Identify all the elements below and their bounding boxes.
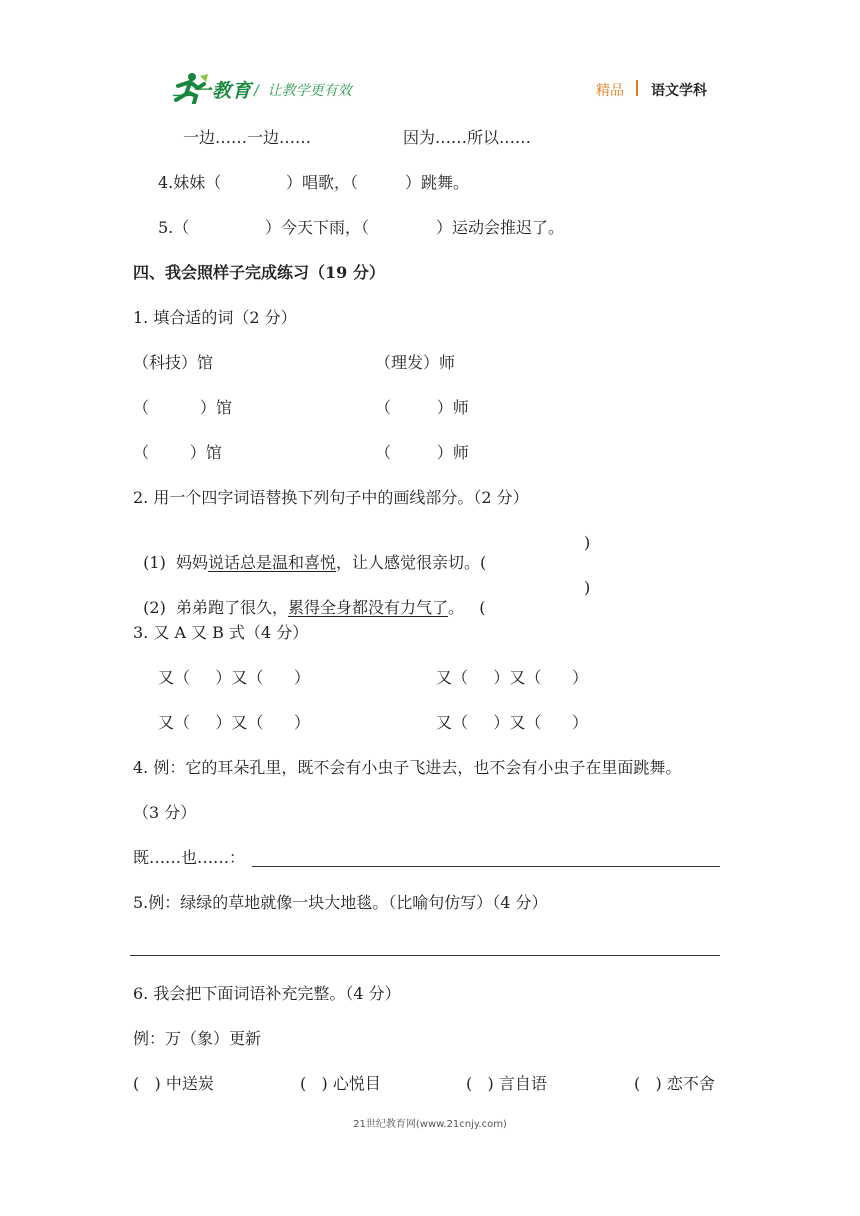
s4-q2-1-pre: (1) 妈妈 [143,553,209,572]
brand-slogan: / 让教学更有效 [254,83,352,99]
s4-q2-2-underlined: 累得全身都没有力气了 [288,598,449,617]
s4-q6-item-4: ( ) 恋不舍 [634,1074,715,1093]
s4-q4-title: 4. 例：它的耳朵孔里，既不会有小虫子飞进去，也不会有小虫子在里面跳舞。 [133,758,682,777]
s4-q1-blank-guan-1: （ ）馆 [133,398,232,417]
s4-q4-answer-line[interactable] [252,866,720,867]
s4-q3-pattern-4: 又（ ）又（ ） [436,713,588,732]
quality-label: 精品 [596,83,624,99]
s4-q1-blank-shi-2: （ ）师 [375,443,469,462]
q3-4-part-a: 4.妹妹（ [158,173,222,192]
s4-q3-pattern-3: 又（ ）又（ ） [158,713,310,732]
s4-q6-example: 例：万（象）更新 [133,1029,262,1048]
subject-label: 语文学科 [651,83,707,99]
q3-5-part-a: 5.（ [158,218,190,237]
s4-q1-title: 1. 填合适的词（2 分） [133,308,297,327]
s4-q1-blank-guan-2: （ ）馆 [133,443,222,462]
q3-4-part-b: ）唱歌，（ [286,173,359,192]
s4-q2-2-close: ) [584,578,591,597]
s4-q1-example-a: （科技）馆 [133,353,214,372]
s4-q2-2-pre: (2) 弟弟跑了很久， [143,598,289,617]
s4-q1-blank-shi-1: （ ）师 [375,398,469,417]
s4-q5-title: 5.例：绿绿的草地就像一块大地毯。（比喻句仿写）（4 分） [133,893,548,912]
brand-name: 二一教育 [172,80,253,102]
s4-q3-pattern-1: 又（ ）又（ ） [158,668,310,687]
q3-4-part-c: ）跳舞。 [405,173,470,192]
s4-q6-item-2: ( ) 心悦目 [300,1074,381,1093]
section-4-title: 四、我会照样子完成练习（19 分） [133,263,385,282]
s4-q2-1-close: ) [584,533,591,552]
s4-q3-pattern-2: 又（ ）又（ ） [436,668,588,687]
conj-pair-b: 因为……所以…… [403,128,532,147]
q3-5-part-c: ）运动会推迟了。 [436,218,565,237]
s4-q2-item-1 [133,533,486,573]
header-divider [636,80,638,96]
s4-q2-item-2 [133,578,486,618]
s4-q6-item-1: ( ) 中送炭 [133,1074,214,1093]
s4-q1-example-b: （理发）师 [375,353,456,372]
s4-q2-title: 2. 用一个四字词语替换下列句子中的画线部分。（2 分） [133,488,529,507]
s4-q2-1-post: ，让人感觉很亲切。( [336,553,487,572]
s4-q2-2-post: 。 ( [448,598,486,617]
s4-q6-title: 6. 我会把下面词语补充完整。（4 分） [133,984,401,1003]
s4-q2-1-underlined: 说话总是温和喜悦 [208,553,337,572]
s4-q4-prompt: 既……也……： [133,848,246,867]
q3-5-part-b: ）今天下雨，（ [265,218,370,237]
s4-q3-title: 3. 又 A 又 B 式（4 分） [133,623,309,642]
page-footer: 21世纪教育网(www.21cnjy.com) [353,1119,507,1130]
s4-q6-item-3: ( ) 言自语 [466,1074,547,1093]
s4-q4-score: （3 分） [133,803,197,822]
s4-q5-answer-line[interactable] [130,955,720,956]
conj-pair-a: 一边……一边…… [183,128,312,147]
